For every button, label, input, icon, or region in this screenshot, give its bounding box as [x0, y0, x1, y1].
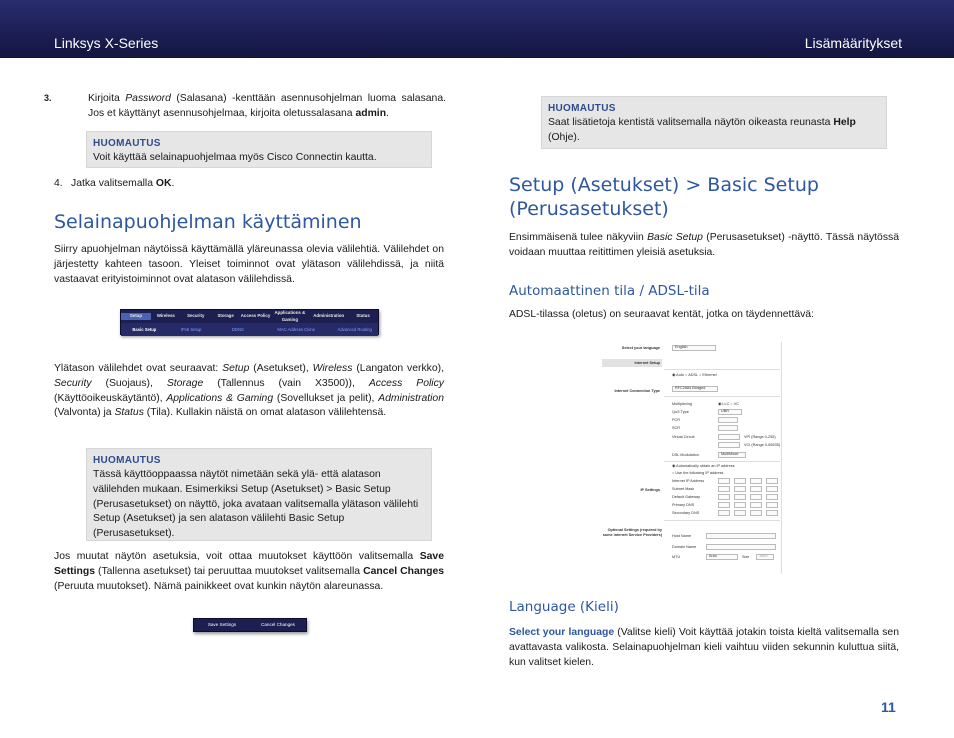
shot-gateway-label: Default Gateway: [672, 495, 701, 499]
shot-ip-octet-field: [766, 478, 778, 484]
shot-conn-select: [672, 386, 718, 392]
shot-connection-type-label: Internet Connection Type: [614, 389, 660, 393]
shot-ip-octet-field: [766, 502, 778, 508]
p2-i5: Access Policy: [368, 377, 444, 389]
p2-h: (Valvonta) ja: [54, 407, 115, 419]
top-tabs: [121, 310, 378, 323]
shot-subnet-label: Subnet Mask: [672, 487, 695, 491]
right-para-3: [509, 626, 899, 670]
save-settings-button: Save Settings: [207, 621, 237, 627]
page-header: [0, 0, 954, 58]
basic-setup-screenshot: [598, 342, 782, 574]
step-4-bold: OK: [155, 178, 172, 189]
rp1-a: Ensimmäisenä tulee näkyviin: [509, 232, 648, 243]
shot-vpi-field: [718, 434, 740, 440]
step-4-number: 4.: [54, 178, 63, 189]
shot-size-field: [756, 554, 774, 560]
subtab-ddns: DDNS: [231, 326, 244, 332]
shot-vci-range: VCI (Range 0-65535): [744, 443, 781, 447]
note-3-text-1: Saat lisätietoja kentistä valitsemalla näytön oikeasta reunasta: [548, 117, 834, 129]
tab-security: Security: [187, 313, 205, 319]
shot-domain-label: Domain Name: [672, 545, 697, 549]
note-box-2: [86, 448, 432, 541]
shot-scr-field: [718, 425, 738, 431]
p3-b: (Tallenna asetukset) tai peruuttaa muutokset valitsemalla: [95, 565, 364, 577]
shot-dsl-label: DSL Modulation: [672, 453, 699, 457]
buttons-screenshot: [193, 618, 307, 632]
shot-separator-4: [664, 520, 780, 521]
subtab-mac-clone: MAC Address Clone: [277, 326, 316, 332]
shot-language-value: English: [675, 345, 688, 349]
step-3-number: 3.: [44, 93, 52, 103]
p2-g: (Sovellukset ja pelit),: [273, 392, 379, 404]
shot-domain-field: [706, 544, 776, 550]
shot-separator-2: [664, 396, 780, 397]
right-para-1: [509, 231, 899, 261]
p2-j: (Tila). Kullakin näistä on omat alatason välilehtensä.: [143, 407, 387, 419]
tab-wireless: Wireless: [156, 313, 175, 319]
shot-language-select: [672, 345, 716, 351]
shot-ip-settings-label: IP Settings: [640, 488, 660, 492]
note-box-1: [86, 131, 432, 168]
tab-setup: Setup: [121, 313, 151, 319]
p3-a: Jos muutat näytön asetuksia, voit ottaa muutokset käyttöön valitsemalla: [54, 551, 420, 562]
shot-ip-octet-field: [750, 494, 762, 500]
note-3-title: HUOMAUTUS: [548, 103, 616, 114]
right-para-2: ADSL-tilassa (oletus) on seuraavat kentät, jotka on täydennettävä:: [509, 309, 814, 320]
p2-f: (Käyttöoikeuskäytäntö),: [54, 392, 167, 404]
shot-separator-3: [664, 461, 780, 462]
step-4-text-2: .: [171, 178, 175, 189]
p3-c: (Peruuta muutokset). Nämä painikkeet ovat kunkin näytön alareunassa.: [54, 580, 384, 592]
shot-radio-row: ◉ Auto ○ ADSL ○ Ethernet: [672, 373, 717, 377]
shot-ip-octet-field: [718, 502, 730, 508]
p2-a: Ylätason välilehdet ovat seuraavat:: [54, 363, 223, 374]
note-1-text: Voit käyttää selainapuohjelmaa myös Cisco Connectin kautta.: [93, 152, 377, 164]
shot-size-label: Size: [742, 555, 750, 559]
shot-vpi-range: VPI (Range 0-255): [744, 435, 776, 439]
left-para-1: Siirry apuohjelman näytöissä käyttämällä yläreunassa olevia välilehtiä. Välilehdet on järjestetty kahteen tasoon. Yleiset toiminnot ovat ylätason välilehdissä, ja niitä vastaavat erityistoiminnot ovat alatason välilehdissä.: [54, 244, 444, 285]
p3-b2: Cancel Changes: [363, 565, 444, 577]
shot-vc: VC: [733, 402, 740, 406]
shot-qos-select: [718, 409, 742, 415]
shot-ip-octet-field: [734, 510, 746, 516]
tab-applications-gaming: Applications & Gaming: [274, 310, 306, 322]
shot-pcr-field: [718, 417, 738, 423]
shot-ip1: Automatically obtain an IP address: [676, 464, 735, 468]
subheading-language: Language (Kieli): [509, 599, 619, 615]
tab-access-policy: Access Policy: [240, 313, 271, 319]
shot-internet-setup-label: Internet Setup: [634, 361, 660, 365]
shot-dns1-label: Primary DNS: [672, 503, 695, 507]
rp1-i1: Basic Setup: [647, 232, 703, 243]
shot-dsl-select: [718, 452, 746, 458]
note-1-title: HUOMAUTUS: [93, 138, 161, 149]
p2-b: (Asetukset),: [249, 363, 313, 374]
note-2-text: Tässä käyttöoppaassa näytöt nimetään sekä ylä- että alatason välilehden mukaan. Esimerkiksi Setup (Asetukset) > Basic Setup (Perusasetukset) on näyttö, joka avataan valitsemalla ylätason välilehti Setup (Asetukset) ja sen alatason välilehti Basic Setup (Perusasetukset).: [93, 469, 419, 540]
shot-ip-octet-field: [718, 478, 730, 484]
shot-ethernet: Ethernet: [702, 373, 717, 377]
shot-host-field: [706, 533, 776, 539]
shot-optional-label: Optional Settings (required by some internet Service Providers): [602, 528, 662, 538]
shot-ip-octet-field: [734, 486, 746, 492]
shot-ip2: Use the following IP address: [675, 471, 724, 475]
shot-language-label: Select your language: [621, 346, 660, 350]
p2-i7: Administration: [378, 392, 444, 404]
shot-dns2-label: Secondary DNS: [672, 511, 700, 515]
shot-ip-octet-field: [750, 478, 762, 484]
shot-ip-octet-field: [750, 486, 762, 492]
rp1-b: (Perusasetukset) -näyttö. Tässä näytössä voidaan muuttaa reitittimen yleisiä asetuksia.: [509, 232, 900, 258]
step-3: [44, 92, 446, 122]
shot-ip-octet-field: [734, 502, 746, 508]
shot-ip-radio-1: ◉ Automatically obtain an IP address: [672, 464, 735, 468]
shot-adsl: ADSL: [688, 373, 698, 377]
shot-dsl-value: MultiMode: [721, 452, 739, 456]
subheading-adsl: Automaattinen tila / ADSL-tila: [509, 283, 710, 299]
shot-size-value: 1500: [759, 554, 768, 558]
p2-i1: Setup: [222, 363, 250, 374]
subtab-basic-setup: Basic Setup: [132, 326, 157, 332]
tab-status: Status: [356, 313, 370, 319]
shot-vci-field: [718, 442, 740, 448]
p2-i3: Security: [54, 377, 92, 389]
shot-auto: Auto: [676, 373, 684, 377]
note-3-text-2: (Ohje).: [548, 131, 580, 143]
p2-i2: Wireless: [312, 363, 353, 374]
shot-ip-octet-field: [734, 478, 746, 484]
shot-ip-octet-field: [734, 494, 746, 500]
step-3-bold: admin: [355, 107, 387, 119]
p2-d: (Suojaus),: [91, 377, 167, 389]
shot-llc: LLC: [722, 402, 730, 406]
step-4-text-1: Jatka valitsemalla: [71, 178, 156, 189]
shot-qos-label: QoS Type: [672, 410, 689, 414]
shot-ip-octet-field: [718, 494, 730, 500]
shot-host-label: Host Name: [672, 534, 691, 538]
shot-mtu-label: MTU: [672, 555, 681, 559]
p2-i6: Applications & Gaming: [166, 392, 274, 404]
subtab-ipv6-setup: IPv6 Setup: [180, 326, 202, 332]
rp3-a: (Valitse kieli) Voit käyttää jotakin toista kieltä valitsemalla sen avattavasta valikosta. Selainapuohjelman kieli vaihtuu viiden sekunnin kuluttua siitä, kun valitset kielen.: [509, 627, 899, 668]
note-3-bold: Help: [833, 117, 856, 129]
note-2-title: HUOMAUTUS: [93, 455, 161, 466]
note-box-3: [541, 96, 887, 149]
select-language-term: Select your language: [509, 627, 615, 638]
shot-qos-value: UBR: [721, 409, 730, 413]
left-para-3: [54, 550, 444, 594]
shot-mux-label: Multiplexing: [672, 402, 693, 406]
shot-mux-options: ◉ LLC ○ VC: [718, 402, 740, 406]
shot-ip-octet-field: [766, 486, 778, 492]
header-section: Lisämääritykset: [804, 35, 902, 51]
cancel-changes-button: Cancel Changes: [261, 621, 295, 627]
left-para-2: [54, 362, 444, 421]
shot-ip-octet-field: [750, 502, 762, 508]
shot-pcr-label: PCR: [672, 418, 681, 422]
tab-administration: Administration: [313, 313, 345, 319]
tab-bar-screenshot: [120, 309, 379, 335]
sub-tabs: [121, 323, 378, 336]
p2-c: (Langaton verkko),: [352, 363, 445, 374]
step-3-italic: Password: [125, 93, 171, 104]
step-4: [54, 177, 444, 192]
subtab-advanced-routing: Advanced Routing: [337, 326, 372, 332]
left-heading: Selainapuohjelman käyttäminen: [54, 211, 362, 233]
step-3-text-1: Kirjoita: [88, 93, 126, 104]
step-3-text-3: .: [386, 107, 389, 119]
shot-mtu-select: [706, 554, 738, 560]
shot-conn-value: RFC2684 Bridged: [675, 386, 706, 390]
shot-ip-octet-field: [766, 494, 778, 500]
shot-ip-octet-field: [718, 510, 730, 516]
shot-vc-label: Virtual Circuit: [672, 435, 695, 439]
p2-i8: Status: [114, 407, 144, 419]
shot-mtu-value: Auto: [709, 554, 717, 558]
shot-separator-1: [664, 369, 780, 370]
shot-ip-octet-field: [750, 510, 762, 516]
shot-ip-radio-2: ○ Use the following IP address: [672, 471, 724, 475]
p2-i4: Storage: [166, 377, 204, 389]
shot-ip-octet-field: [718, 486, 730, 492]
tab-storage: Storage: [217, 313, 234, 319]
shot-ip-octet-field: [766, 510, 778, 516]
shot-scr-label: SCR: [672, 426, 681, 430]
shot-ip-address-label: Internet IP Address: [672, 479, 705, 483]
right-heading: Setup (Asetukset) > Basic Setup (Perusasetukset): [509, 174, 819, 220]
page-number: 11: [881, 699, 896, 715]
p2-e: (Tallennus (vain X3500)),: [203, 377, 369, 389]
p3-b1: Save Settings: [54, 551, 444, 577]
step-3-text-2: (Salasana) -kenttään asennusohjelman luoma salasana. Jos et käyttänyt asennusohjelmaa, kirjoita oletussalasana: [88, 93, 446, 119]
header-series: Linksys X-Series: [54, 35, 159, 51]
